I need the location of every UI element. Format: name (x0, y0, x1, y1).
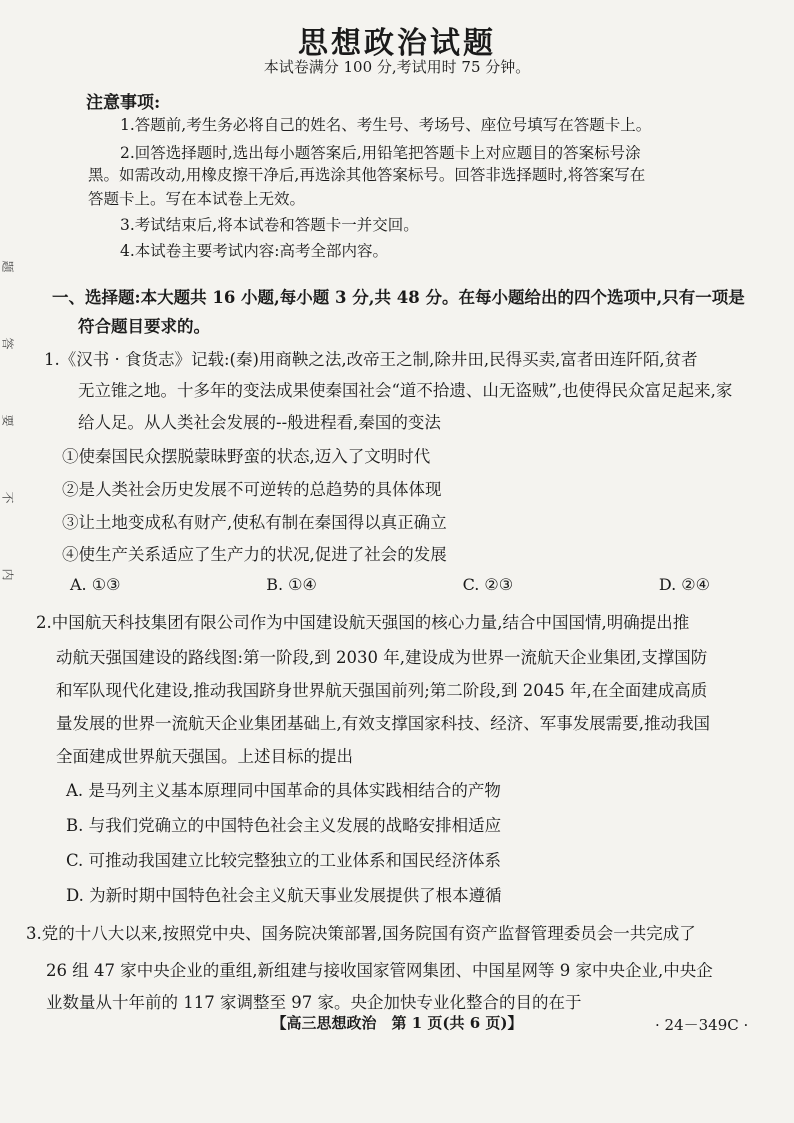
q2-stem-line: 量发展的世界一流航天企业集团基础上,有效支撑国家科技、经济、军事发展需要,推动我国 (56, 714, 710, 733)
q2-option-b[interactable]: B. 与我们党确立的中国特色社会主义发展的战略安排相适应 (66, 816, 502, 835)
section-heading: 一、选择题:本大题共 16 小题,每小题 3 分,共 48 分。在每小题给出的四个选项中,只有一项是 (52, 288, 745, 307)
notice-line: 1.答题前,考生务必将自己的姓名、考生号、考场号、座位号填写在答题卡上。 (120, 116, 652, 134)
binding-margin-text (0, 260, 16, 585)
q1-item: ①使秦国民众摆脱蒙昧野蛮的状态,迈入了文明时代 (62, 447, 431, 466)
q2-option-c[interactable]: C. 可推动我国建立比较完整独立的工业体系和国民经济体系 (66, 851, 502, 870)
margin-char: 不 (0, 491, 15, 504)
q2-stem-line: 全面建成世界航天强国。上述目标的提出 (56, 747, 353, 766)
q1-stem-line: 给人足。从人类社会发展的--般进程看,秦国的变法 (78, 413, 441, 432)
q1-option-a[interactable]: A. ①③ (70, 575, 121, 594)
notice-heading: 注意事项: (86, 93, 161, 113)
q1-stem-line: 无立锥之地。十多年的变法成果使秦国社会“道不拾遗、山无盗贼”,也使得民众富足起来,家 (78, 381, 733, 400)
q1-item: ②是人类社会历史发展不可逆转的总趋势的具体体现 (62, 480, 442, 499)
q1-options (70, 575, 710, 594)
notice-line: 4.本试卷主要考试内容:高考全部内容。 (120, 242, 389, 260)
q3-stem-line: 3.党的十八大以来,按照党中央、国务院决策部署,国务院国有资产监督管理委员会一共完成了 (26, 924, 696, 943)
q2-stem-line: 2.中国航天科技集团有限公司作为中国建设航天强国的核心力量,结合中国国情,明确提出推 (36, 613, 690, 632)
q2-stem-line: 和军队现代化建设,推动我国跻身世界航天强国前列;第二阶段,到 2045 年,在全面建成高质 (56, 681, 708, 700)
q1-item: ③让土地变成私有财产,使私有制在秦国得以真正确立 (62, 513, 447, 532)
notice-line: 2.回答选择题时,选出每小题答案后,用铅笔把答题卡上对应题目的答案标号涂 (120, 144, 641, 162)
page-subtitle: 本试卷满分 100 分,考试用时 75 分钟。 (263, 58, 531, 76)
paper-code: · 24－349C · (655, 1016, 749, 1034)
page-footer: 【高三思想政治 第 1 页(共 6 页)】 (271, 1014, 523, 1032)
margin-char: 题 (0, 260, 15, 273)
margin-char: 要 (0, 414, 15, 427)
q1-option-c[interactable]: C. ②③ (462, 575, 514, 594)
q1-stem-line: 1.《汉书 · 食货志》记载:(秦)用商鞅之法,改帝王之制,除井田,民得买卖,富者田连阡陌,贫者 (44, 350, 698, 369)
q2-option-a[interactable]: A. 是马列主义基本原理同中国革命的具体实践相结合的产物 (66, 781, 501, 800)
page-title: 思想政治试题 (298, 26, 496, 61)
notice-line: 3.考试结束后,将本试卷和答题卡一并交回。 (120, 216, 419, 234)
margin-char: 内 (0, 568, 15, 581)
notice-line: 黑。如需改动,用橡皮擦干净后,再选涂其他答案标号。回答非选择题时,将答案写在 (88, 166, 646, 184)
notice-line: 答题卡上。写在本试卷上无效。 (88, 190, 306, 208)
q1-option-b[interactable]: B. ①④ (266, 575, 317, 594)
margin-char: 答 (0, 337, 15, 350)
q2-stem-line: 动航天强国建设的路线图:第一阶段,到 2030 年,建设成为世界一流航天企业集团,支撑国防 (56, 648, 708, 667)
q3-stem-line: 业数量从十年前的 117 家调整至 97 家。央企加快专业化整合的目的在于 (46, 993, 582, 1012)
section-heading-cont: 符合题目要求的。 (78, 317, 210, 336)
q1-item: ④使生产关系适应了生产力的状况,促进了社会的发展 (62, 545, 447, 564)
q2-option-d[interactable]: D. 为新时期中国特色社会主义航天事业发展提供了根本遵循 (66, 886, 502, 905)
q3-stem-line: 26 组 47 家中央企业的重组,新组建与接收国家管网集团、中国星网等 9 家中央企业,中央企 (46, 961, 713, 980)
q1-option-d[interactable]: D. ②④ (658, 575, 710, 594)
